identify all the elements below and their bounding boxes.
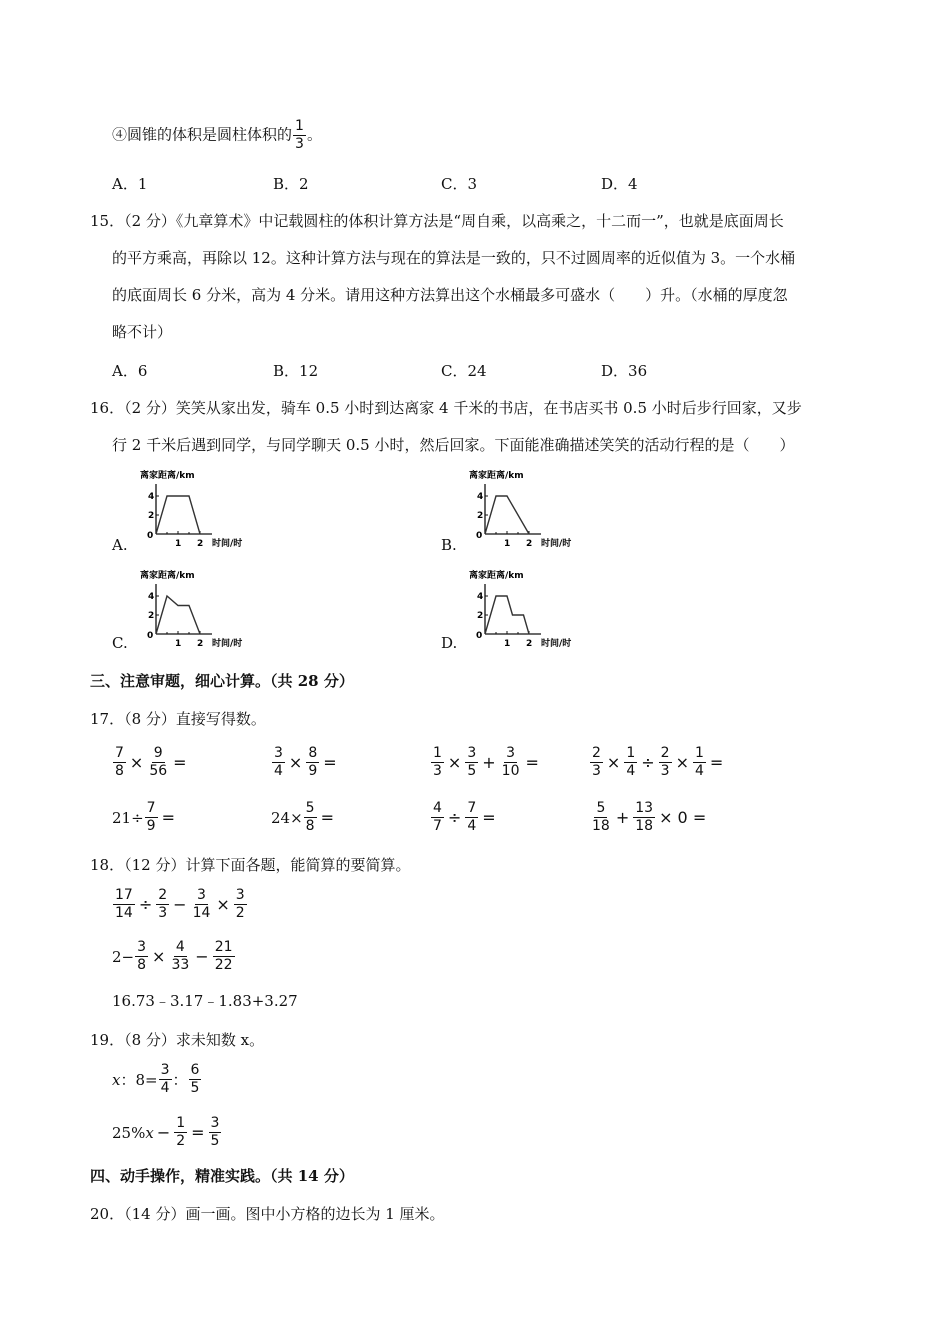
- q15-option-a[interactable]: A．6: [112, 362, 148, 380]
- y-tick-label: 4: [148, 592, 155, 602]
- y-tick-label: 4: [477, 492, 484, 502]
- q16-graph-b[interactable]: [467, 466, 607, 554]
- q16-option-b-letter[interactable]: B.: [441, 536, 457, 554]
- origin-label: 0: [476, 531, 483, 541]
- q19-eq-1: x ：8= $\frac{3}{4}$ ： $\frac{6}{5}$: [112, 1062, 200, 1096]
- y-tick-label: 2: [148, 611, 155, 621]
- q15-option-c[interactable]: C．24: [441, 362, 487, 380]
- q17-expr-1: $\frac{7}{8}$ × $\frac{9}{56}$ =: [115, 745, 187, 779]
- x-tick-label: 2: [526, 539, 533, 549]
- q15-line-3: 的底面周长 6 分米，高为 4 分米。请用这种方法算出这个水桶最多可盛水（ ）升。（水桶的厚度忽: [112, 286, 788, 304]
- q15-line-2: 的平方乘高，再除以 12。这种计算方法与现在的算法是一致的，只不过圆周率的近似值为 3。一个水桶: [112, 249, 796, 267]
- origin-label: 0: [476, 631, 483, 641]
- section-3-heading: 三、注意审题，细心计算。（共 28 分）: [90, 672, 354, 690]
- q15-option-b[interactable]: B．12: [273, 362, 319, 380]
- q16-graph-d[interactable]: [467, 566, 607, 654]
- x-axis-label: 时间/时: [541, 639, 572, 649]
- q14-option-d[interactable]: D．4: [601, 175, 638, 193]
- y-axis-label: 离家距离/km: [469, 471, 524, 481]
- q14-option-c[interactable]: C．3: [441, 175, 478, 193]
- q16-graph-c[interactable]: [138, 566, 278, 654]
- q17-expr-2: $\frac{3}{4}$ × $\frac{8}{9}$ =: [274, 745, 337, 779]
- q16-graph-a[interactable]: [138, 466, 278, 554]
- q17-expr-3: $\frac{1}{3}$ × $\frac{3}{5}$ + $\frac{3}{10}$ =: [433, 745, 539, 779]
- y-axis-label: 离家距离/km: [140, 471, 195, 481]
- section-4-heading: 四、动手操作，精准实践。（共 14 分）: [90, 1167, 354, 1185]
- q19-eq-2: 25% x − $\frac{1}{2}$ = $\frac{3}{5}$: [112, 1115, 220, 1149]
- y-tick-label: 2: [148, 511, 155, 521]
- y-axis-label: 离家距离/km: [140, 571, 195, 581]
- q17-expr-6: 24× $\frac{5}{8}$ =: [271, 800, 334, 834]
- trip-line: [156, 596, 200, 634]
- q15-line-4: 略不计）: [112, 323, 173, 341]
- q18-expr-1: $\frac{17}{14}$ ÷ $\frac{2}{3}$ − $\frac{3}{14}$ × $\frac{3}{2}$: [115, 887, 245, 921]
- y-tick-label: 4: [477, 592, 484, 602]
- x-tick-label: 1: [175, 639, 182, 649]
- trip-line: [485, 596, 529, 634]
- q16-line-1: 16．（2 分）笑笑从家出发，骑车 0.5 小时到达离家 4 千米的书店，在书店买书 0.5 小时后步行回家，又步: [90, 399, 802, 417]
- q17-expr-4: $\frac{2}{3}$ × $\frac{1}{4}$ ÷ $\frac{2}{3}$ × $\frac{1}{4}$ =: [592, 745, 724, 779]
- x-tick-label: 1: [175, 539, 182, 549]
- trip-line: [485, 496, 529, 534]
- q18-expr-3: 16.73﹣3.17﹣1.83+3.27: [112, 992, 298, 1010]
- q17-expr-7: $\frac{4}{7}$ ÷ $\frac{7}{4}$ =: [433, 800, 496, 834]
- q20-title: 20．（14 分）画一画。图中小方格的边长为 1 厘米。: [90, 1205, 445, 1223]
- q15-option-d[interactable]: D．36: [601, 362, 648, 380]
- trip-line: [156, 496, 200, 534]
- q14-option-a[interactable]: A．1: [112, 175, 148, 193]
- q15-line-1: 15．（2 分）《九章算术》中记载圆柱的体积计算方法是“周自乘，以高乘之，十二而一”，也就是底面周长: [90, 212, 784, 230]
- q16-line-2: 行 2 千米后遇到同学，与同学聊天 0.5 小时，然后回家。下面能准确描述笑笑的活动行程的是（ ）: [112, 436, 795, 454]
- q16-option-c-letter[interactable]: C.: [112, 634, 128, 652]
- origin-label: 0: [147, 531, 154, 541]
- y-axis-label: 离家距离/km: [469, 571, 524, 581]
- q19-title: 19．（8 分）求未知数 x。: [90, 1031, 265, 1049]
- x-tick-label: 2: [197, 539, 204, 549]
- x-tick-label: 2: [197, 639, 204, 649]
- x-tick-label: 2: [526, 639, 533, 649]
- q16-option-d-letter[interactable]: D.: [441, 634, 458, 652]
- fraction: $\frac{1}{3}$: [295, 118, 304, 152]
- origin-label: 0: [147, 631, 154, 641]
- q14-statement-4: ④圆锥的体积是圆柱体积的 $\frac{1}{3}$ 。: [112, 118, 322, 152]
- q17-expr-5: 21÷ $\frac{7}{9}$ =: [112, 800, 175, 834]
- y-tick-label: 2: [477, 611, 484, 621]
- q14-option-b[interactable]: B．2: [273, 175, 309, 193]
- x-axis-label: 时间/时: [212, 539, 243, 549]
- x-axis-label: 时间/时: [212, 639, 243, 649]
- q18-title: 18．（12 分）计算下面各题，能简算的要简算。: [90, 856, 411, 874]
- x-tick-label: 1: [504, 639, 511, 649]
- q17-title: 17．（8 分）直接写得数。: [90, 710, 266, 728]
- q17-expr-8: $\frac{5}{18}$ + $\frac{13}{18}$ × 0 =: [592, 800, 707, 834]
- y-tick-label: 2: [477, 511, 484, 521]
- y-tick-label: 4: [148, 492, 155, 502]
- x-tick-label: 1: [504, 539, 511, 549]
- q18-expr-2: 2− $\frac{3}{8}$ × $\frac{4}{33}$ − $\frac{21}{22}$: [112, 939, 233, 973]
- q16-option-a-letter[interactable]: A.: [112, 536, 128, 554]
- x-axis-label: 时间/时: [541, 539, 572, 549]
